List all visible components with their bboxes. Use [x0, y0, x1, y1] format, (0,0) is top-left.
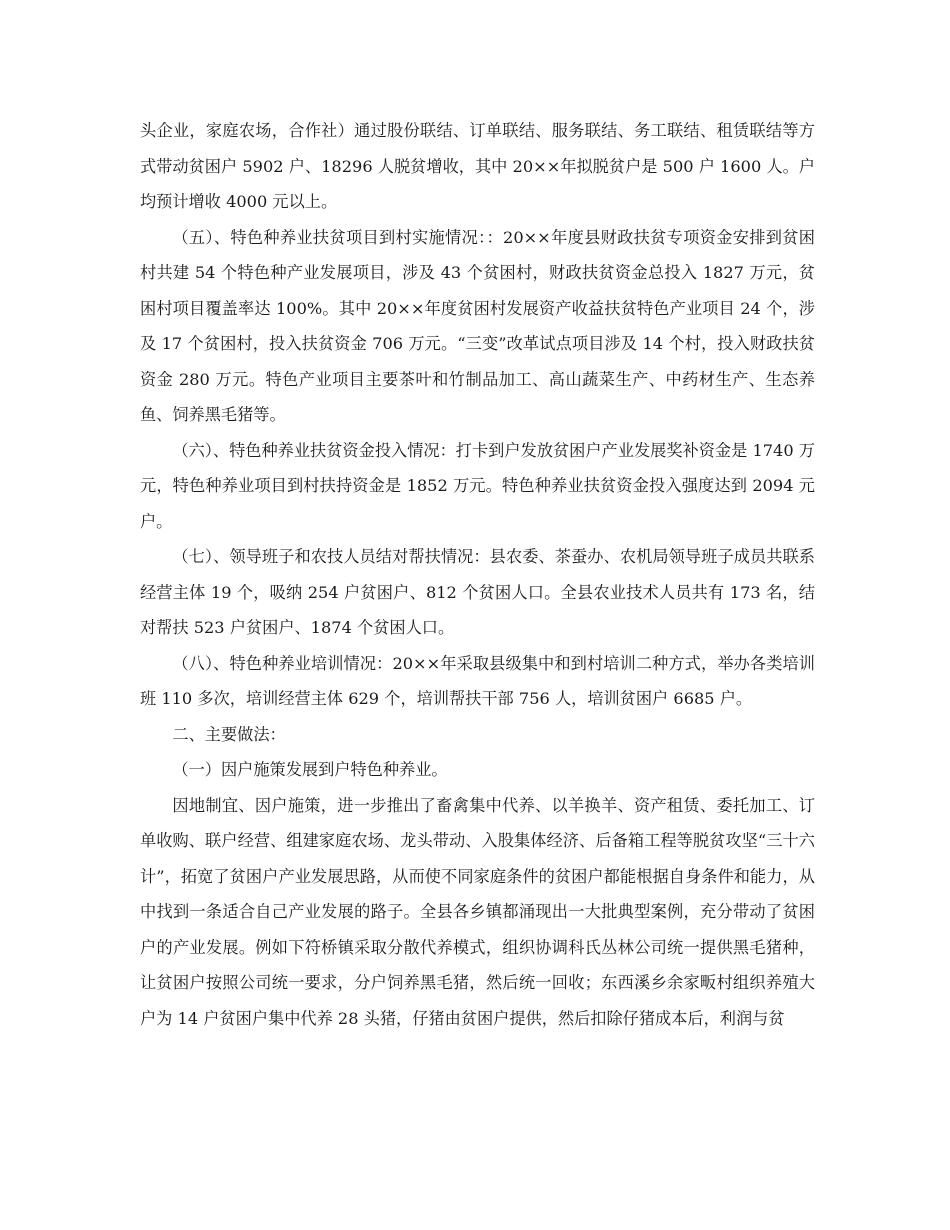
paragraph-section-5: （五）、特色种养业扶贫项目到村实施情况：：20××年度县财政扶贫专项资金安排到贫困村共建 54 个特色种产业发展项目，涉及 43 个贫困村，财政扶贫资金总投入 1827 万元，贫困村项目覆盖率达 100%。其中 20××年度贫困村发展资产收益扶贫特色产业项目 24 个，涉及 17 个贫困村，投入扶贫资金 706 万元。“三变”改革试点项目涉及 14 个村，投入财政扶贫资金 280 万元。特色产业项目主要茶叶和竹制品加工、高山蔬菜生产、中药材生产、生态养鱼、饲养黑毛猪等。	[140, 227, 815, 424]
paragraph-section-7: （七）、领导班子和农技人员结对帮扶情况：县农委、茶蚕办、农机局领导班子成员共联系经营主体 19 个，吸纳 254 户贫困户、812 个贫困人口。全县农业技术人员共有 173 名，结对帮扶 523 户贫困户、1874 个贫困人口。	[140, 547, 815, 637]
paragraph-section-8: （八）、特色种养业培训情况：20××年采取县级集中和到村培训二种方式，举办各类培训班 110 多次，培训经营主体 629 个，培训帮扶干部 756 人，培训贫困户 6685 户。	[140, 653, 815, 708]
paragraph-household-policy: 因地制宜、因户施策，进一步推出了畜禽集中代养、以羊换羊、资产租赁、委托加工、订单收购、联户经营、组建家庭农场、龙头带动、入股集体经济、后备箱工程等脱贫攻坚“三十六计”，拓宽了贫困户产业发展思路，从而使不同家庭条件的贫困户都能根据自身条件和能力，从中找到一条适合自己产业发展的路子。全县各乡镇都涌现出一大批典型案例，充分带动了贫困户的产业发展。例如下符桥镇采取分散代养模式，组织协调科氏丛林公司统一提供黑毛猪种，让贫困户按照公司统一要求，分户饲养黑毛猪，然后统一回收；东西溪乡余家畈村组织养殖大户为 14 户贫困户集中代养 28 头猪，仔猪由贫困户提供，然后扣除仔猪成本后，利润与贫	[140, 795, 815, 1028]
paragraph-continuation: 头企业，家庭农场，合作社）通过股份联结、订单联结、服务联结、务工联结、租赁联结等方式带动贫困户 5902 户、18296 人脱贫增收，其中 20××年拟脱贫户是 500 户 1600 人。户均预计增收 4000 元以上。	[140, 121, 815, 211]
paragraph-section-6: （六）、特色种养业扶贫资金投入情况：打卡到户发放贫困户产业发展奖补资金是 1740 万元，特色种养业项目到村扶持资金是 1852 万元。特色种养业扶贫资金投入强度达到 2094 元户。	[140, 440, 815, 531]
subheading-household-policy: （一）因户施策发展到户特色种养业。	[172, 760, 448, 779]
heading-main-practices: 二、主要做法：	[172, 724, 286, 744]
document-page	[140, 113, 815, 1036]
